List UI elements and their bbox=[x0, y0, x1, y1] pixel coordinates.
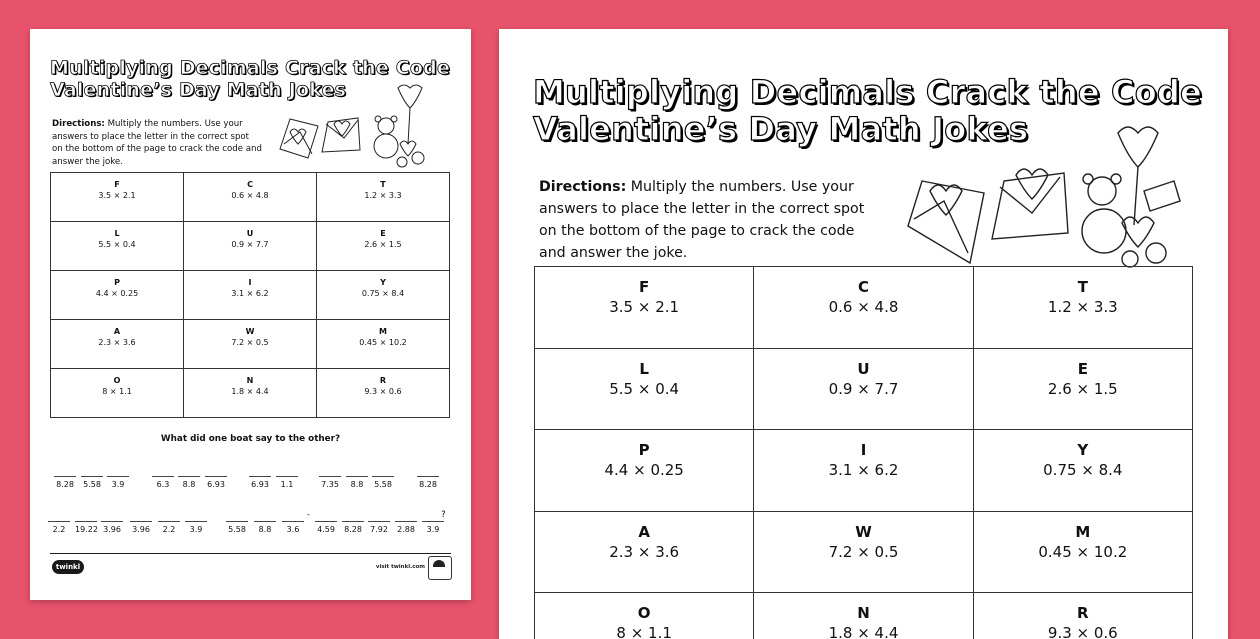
cell-letter: Y bbox=[1077, 441, 1089, 459]
directions bbox=[539, 176, 879, 264]
worksheet-thumbnail bbox=[30, 29, 471, 600]
answer-value: 19.22 bbox=[75, 525, 98, 534]
answer-blank bbox=[226, 521, 248, 534]
cell-expression: 1.2 × 3.3 bbox=[364, 191, 402, 200]
title-line-2: Valentine’s Day Math Jokes bbox=[50, 79, 347, 102]
answer-value: 3.9 bbox=[189, 525, 203, 534]
cell-expression: 1.8 × 4.4 bbox=[828, 624, 899, 639]
cell-letter: L bbox=[114, 229, 120, 238]
code-cell bbox=[535, 267, 754, 349]
answer-blank bbox=[346, 476, 368, 489]
answer-value: 5.58 bbox=[374, 480, 392, 489]
code-cell bbox=[974, 349, 1193, 431]
answer-blank bbox=[249, 476, 271, 489]
cell-letter: R bbox=[379, 376, 387, 385]
cell-letter: E bbox=[1077, 359, 1088, 378]
hyphen: - bbox=[307, 510, 310, 519]
cell-expression: 9.3 × 0.6 bbox=[1047, 624, 1118, 639]
valentine-illustration bbox=[904, 121, 1204, 271]
answer-blank bbox=[368, 521, 390, 534]
cell-letter: C bbox=[247, 180, 253, 189]
cell-expression: 0.6 × 4.8 bbox=[828, 298, 899, 316]
answer-blank bbox=[158, 521, 180, 534]
code-cell bbox=[754, 430, 973, 512]
answer-value: 1.1 bbox=[280, 480, 294, 489]
cell-expression: 8 × 1.1 bbox=[102, 387, 132, 396]
answer-blank bbox=[75, 521, 97, 534]
code-cell bbox=[754, 349, 973, 431]
answer-value: 3.96 bbox=[103, 525, 121, 534]
cell-letter: M bbox=[379, 327, 387, 336]
cell-letter: F bbox=[639, 278, 650, 296]
cell-expression: 3.1 × 6.2 bbox=[828, 461, 899, 479]
code-cell bbox=[974, 593, 1193, 639]
code-cell bbox=[974, 512, 1193, 594]
answer-blank bbox=[342, 521, 364, 534]
cell-expression: 4.4 × 0.25 bbox=[95, 289, 139, 298]
code-cell bbox=[754, 593, 973, 639]
answer-value: 6.93 bbox=[251, 480, 269, 489]
cell-letter: I bbox=[860, 441, 867, 459]
directions-text: Multiply the numbers. Use your answers to place the letter in the correct spot on the bottom of the page to crack the code and answer the joke. bbox=[539, 179, 865, 261]
cell-letter: O bbox=[113, 376, 121, 385]
cell-letter: M bbox=[1075, 522, 1091, 541]
cell-letter: T bbox=[380, 180, 386, 189]
code-cell bbox=[754, 267, 973, 349]
answer-blanks bbox=[30, 29, 471, 600]
answer-blank bbox=[205, 476, 227, 489]
answer-value: 3.9 bbox=[111, 480, 125, 489]
answer-value: 2.2 bbox=[162, 525, 176, 534]
answer-value: 8.8 bbox=[258, 525, 272, 534]
cell-expression: 2.6 × 1.5 bbox=[1047, 379, 1118, 398]
cell-expression: 1.2 × 3.3 bbox=[1047, 298, 1118, 316]
title-line-1: Multiplying Decimals Crack the Code bbox=[50, 57, 451, 79]
code-grid bbox=[534, 266, 1193, 639]
cell-expression: 3.5 × 2.1 bbox=[98, 191, 136, 200]
answer-blank bbox=[422, 521, 444, 534]
cell-expression: 3.1 × 6.2 bbox=[231, 289, 269, 298]
cell-expression: 2.6 × 1.5 bbox=[364, 240, 402, 249]
cell-expression: 0.6 × 4.8 bbox=[231, 191, 269, 200]
cell-expression: 0.45 × 10.2 bbox=[1038, 542, 1128, 561]
cell-expression: 2.3 × 3.6 bbox=[98, 338, 136, 347]
answer-value: 3.9 bbox=[426, 525, 440, 534]
answer-value: 2.88 bbox=[397, 525, 415, 534]
cell-expression: 5.5 × 0.4 bbox=[98, 240, 136, 249]
cell-expression: 7.2 × 0.5 bbox=[828, 542, 899, 561]
cell-letter: C bbox=[857, 278, 869, 296]
code-cell bbox=[754, 512, 973, 594]
code-cell bbox=[535, 349, 754, 431]
cell-letter: P bbox=[638, 441, 650, 459]
answer-value: 6.93 bbox=[207, 480, 225, 489]
answer-blank bbox=[178, 476, 200, 489]
cell-letter: P bbox=[114, 278, 120, 287]
cell-expression: 7.2 × 0.5 bbox=[231, 338, 269, 347]
answer-blank bbox=[152, 476, 174, 489]
cell-letter: A bbox=[113, 327, 121, 336]
answer-value: 2.2 bbox=[52, 525, 66, 534]
answer-value: 8.28 bbox=[56, 480, 74, 489]
cell-expression: 0.45 × 10.2 bbox=[359, 338, 407, 347]
answer-value: 5.58 bbox=[83, 480, 101, 489]
code-cell bbox=[535, 430, 754, 512]
cell-expression: 8 × 1.1 bbox=[616, 624, 672, 639]
cell-expression: 1.8 × 4.4 bbox=[231, 387, 269, 396]
answer-value: 8.28 bbox=[344, 525, 362, 534]
answer-value: 7.92 bbox=[370, 525, 388, 534]
answer-value: 5.58 bbox=[228, 525, 246, 534]
answer-blank bbox=[372, 476, 394, 489]
cell-expression: 0.9 × 7.7 bbox=[828, 379, 899, 398]
answer-value: 3.96 bbox=[132, 525, 150, 534]
answer-value: 8.8 bbox=[350, 480, 364, 489]
footer-divider bbox=[50, 553, 451, 554]
cell-letter: W bbox=[855, 522, 872, 541]
question-mark: ? bbox=[441, 510, 446, 520]
title-line-1: Multiplying Decimals Crack the Code bbox=[533, 73, 1202, 111]
cell-expression: 5.5 × 0.4 bbox=[609, 379, 680, 398]
answer-blank bbox=[417, 476, 439, 489]
cell-letter: N bbox=[857, 604, 870, 622]
answer-blank bbox=[48, 521, 70, 534]
answer-blank bbox=[101, 521, 123, 534]
answer-value: 4.59 bbox=[317, 525, 335, 534]
cell-letter: I bbox=[248, 278, 252, 287]
cell-letter: L bbox=[639, 359, 649, 378]
answer-blank bbox=[395, 521, 417, 534]
twinkl-logo: twinkl bbox=[52, 560, 84, 574]
answer-blank bbox=[185, 521, 207, 534]
answer-value: 3.6 bbox=[286, 525, 300, 534]
cell-expression: 3.5 × 2.1 bbox=[609, 298, 680, 316]
visit-link-text: visit twinkl.com bbox=[375, 564, 425, 570]
directions-text: Multiply the numbers. Use your answers to place the letter in the correct spot on the bottom of the page to crack the code and answer the joke. bbox=[52, 119, 262, 168]
cell-letter: N bbox=[246, 376, 254, 385]
cell-letter: U bbox=[246, 229, 254, 238]
cell-expression: 4.4 × 0.25 bbox=[604, 461, 684, 479]
answer-blank bbox=[282, 521, 304, 534]
answer-blank bbox=[254, 521, 276, 534]
badge-icon bbox=[428, 556, 452, 580]
answer-blank bbox=[319, 476, 341, 489]
directions-label: Directions: bbox=[52, 119, 105, 129]
cell-letter: W bbox=[245, 327, 255, 336]
cell-letter: F bbox=[114, 180, 120, 189]
code-cell bbox=[974, 267, 1193, 349]
cell-expression: 0.75 × 8.4 bbox=[361, 289, 405, 298]
answer-value: 8.28 bbox=[419, 480, 437, 489]
answer-value: 7.35 bbox=[321, 480, 339, 489]
answer-blank bbox=[54, 476, 76, 489]
cell-letter: A bbox=[638, 522, 650, 541]
worksheet-zoomed bbox=[499, 29, 1228, 639]
code-cell bbox=[974, 430, 1193, 512]
title-line-2: Valentine’s Day Math Jokes bbox=[533, 110, 1029, 149]
answer-blank bbox=[107, 476, 129, 489]
cell-letter: Y bbox=[380, 278, 386, 287]
cell-expression: 2.3 × 3.6 bbox=[609, 542, 680, 561]
answer-blank bbox=[276, 476, 298, 489]
code-cell bbox=[535, 512, 754, 594]
answer-value: 8.8 bbox=[182, 480, 196, 489]
answer-value: 6.3 bbox=[156, 480, 170, 489]
cell-letter: R bbox=[1077, 604, 1089, 622]
code-cell bbox=[535, 593, 754, 639]
answer-blank bbox=[130, 521, 152, 534]
cell-expression: 9.3 × 0.6 bbox=[364, 387, 402, 396]
joke-question: What did one boat say to the other? bbox=[160, 434, 341, 444]
cell-letter: U bbox=[857, 359, 870, 378]
cell-expression: 0.75 × 8.4 bbox=[1043, 461, 1123, 479]
cell-letter: T bbox=[1077, 278, 1088, 296]
directions-label: Directions: bbox=[539, 179, 627, 195]
answer-blank bbox=[81, 476, 103, 489]
cell-expression: 0.9 × 7.7 bbox=[231, 240, 269, 249]
cell-letter: O bbox=[637, 604, 651, 622]
cell-letter: E bbox=[380, 229, 386, 238]
answer-blank bbox=[315, 521, 337, 534]
